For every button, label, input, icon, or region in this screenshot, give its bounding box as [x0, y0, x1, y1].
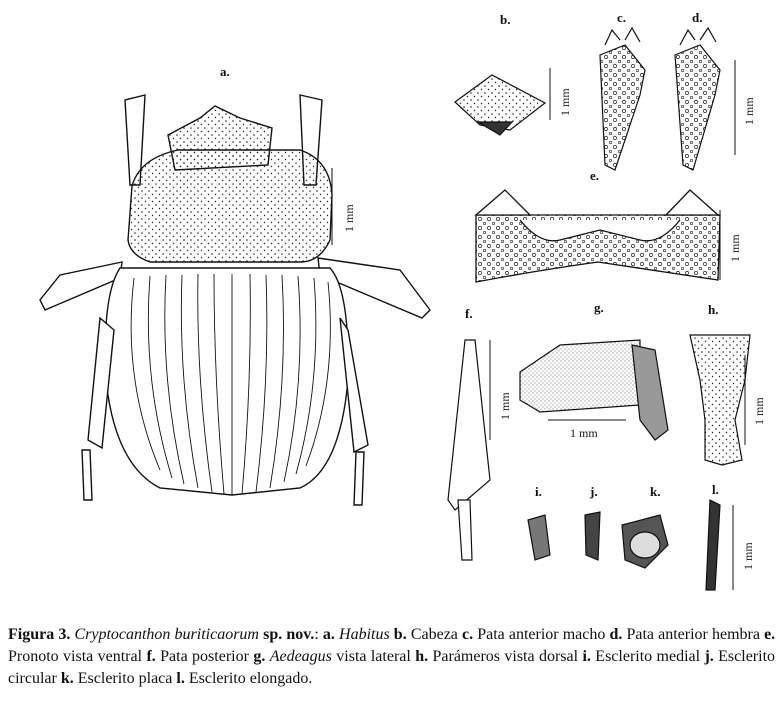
panel-label-i: i.: [535, 484, 542, 499]
scale-label-e: 1 mm: [728, 234, 742, 262]
foreleg-female-drawing: [675, 28, 720, 170]
caption-key-f: f.: [146, 648, 156, 665]
caption-text-d: Pata anterior hembra: [626, 626, 760, 643]
caption-key-j: j.: [704, 648, 714, 665]
panel-label-a: a.: [220, 64, 230, 79]
scale-label-h: 1 mm: [752, 397, 766, 425]
sclerite-medial-drawing: [528, 515, 550, 560]
head-drawing: [455, 75, 545, 135]
foreleg-male-drawing: [600, 28, 645, 170]
caption-text-k: Esclerito placa: [77, 670, 173, 687]
caption-text-e: Pronoto vista ventral: [8, 648, 143, 665]
caption-text-c: Pata anterior macho: [477, 626, 606, 643]
caption-species: Cryptocanthon buriticaorum: [74, 626, 259, 643]
habitus-drawing: [40, 95, 430, 505]
panel-label-k: k.: [650, 484, 661, 499]
caption-colon: :: [314, 626, 319, 643]
caption-key-c: c.: [462, 626, 474, 643]
panel-label-f: f.: [465, 306, 473, 321]
caption-text-l: Esclerito elongado.: [188, 670, 313, 687]
caption-sp-nov: sp. nov.: [263, 626, 315, 643]
panel-label-l: l.: [712, 482, 719, 497]
sclerite-circular-drawing: [585, 512, 600, 560]
caption-text-i: Esclerito medial: [595, 648, 701, 665]
caption-text-b: Cabeza: [410, 626, 458, 643]
scale-label-cd: 1 mm: [742, 97, 756, 125]
panel-label-c: c.: [617, 10, 627, 25]
panel-label-e: e.: [590, 168, 600, 183]
caption-key-b: b.: [393, 626, 407, 643]
caption-key-h: h.: [415, 648, 429, 665]
pronotum-ventral-drawing: [476, 190, 720, 282]
caption-text-g: vista lateral: [336, 648, 411, 665]
caption-key-e: e.: [764, 626, 776, 643]
scale-label-b: 1 mm: [558, 88, 572, 116]
caption-text-h: Parámeros vista dorsal: [432, 648, 579, 665]
panel-label-d: d.: [692, 10, 703, 25]
caption-key-d: d.: [609, 626, 623, 643]
caption-text-g-italic: Aedeagus: [269, 648, 332, 665]
caption-text-f: Pata posterior: [160, 648, 249, 665]
panel-label-b: b.: [500, 12, 511, 27]
caption-key-k: k.: [60, 670, 74, 687]
scale-label-l: 1 mm: [741, 542, 755, 570]
caption-key-g: g.: [253, 648, 266, 665]
parameres-drawing: [690, 335, 750, 465]
sclerite-elongate-drawing: [706, 500, 720, 590]
caption-key-i: i.: [582, 648, 591, 665]
sclerite-plate-drawing: [622, 515, 668, 568]
figure-caption: [8, 624, 775, 690]
hindleg-drawing: [448, 340, 490, 560]
scale-label-g: 1 mm: [570, 426, 598, 440]
caption-text-a: Habitus: [339, 626, 390, 643]
aedeagus-drawing: [520, 340, 668, 440]
panel-label-j: j.: [590, 484, 598, 499]
scale-label-f: 1 mm: [498, 392, 512, 420]
scale-label-a: 1 mm: [342, 204, 356, 232]
panel-label-h: h.: [708, 302, 719, 317]
caption-figure: Figura 3.: [8, 626, 71, 643]
panel-label-g: g.: [594, 300, 604, 315]
caption-key-a: a.: [322, 626, 335, 643]
caption-text-j: Esclerito circular: [8, 648, 776, 687]
caption-key-l: l.: [176, 670, 185, 687]
